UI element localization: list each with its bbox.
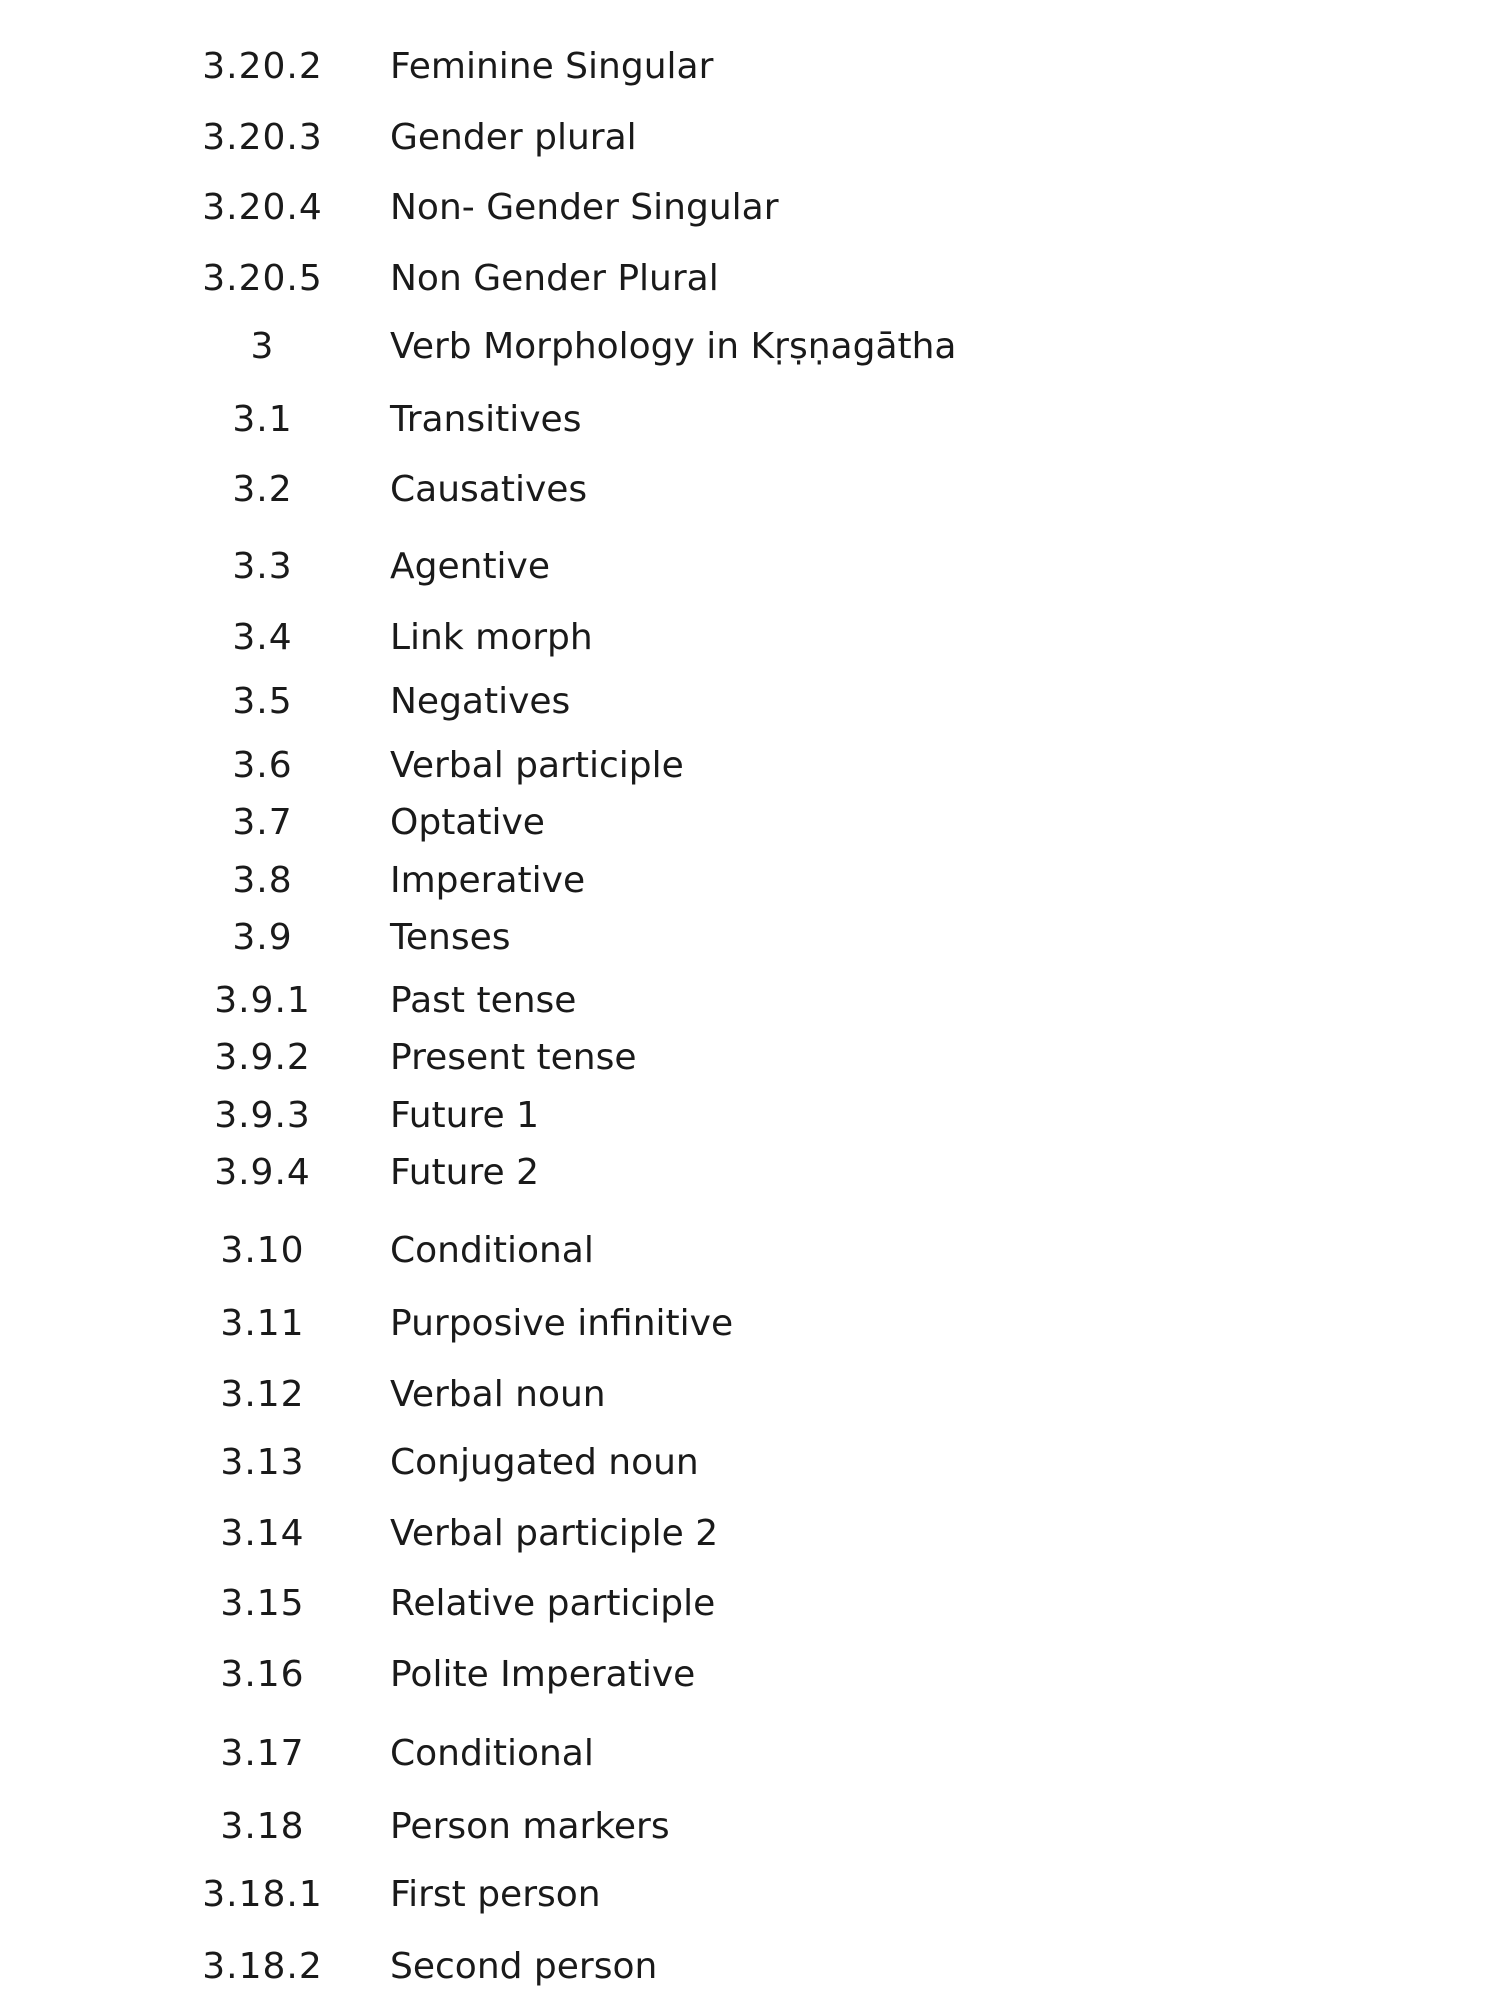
section-title: First person (390, 1874, 601, 1915)
section-number: 3.3 (232, 546, 293, 587)
section-number: 3.1 (232, 399, 293, 440)
section-title: Imperative (390, 860, 586, 901)
section-number: 3.7 (232, 802, 293, 843)
section-number: 3.9.2 (214, 1037, 311, 1078)
section-number: 3.9.1 (214, 980, 311, 1021)
section-title: Agentive (390, 546, 551, 587)
section-number: 3.20.2 (202, 46, 323, 87)
toc-entry (0, 1504, 1500, 1564)
toc-entry (0, 1645, 1500, 1705)
section-title: Tenses (390, 917, 511, 958)
section-number: 3.11 (220, 1303, 305, 1344)
section-title: Verbal noun (390, 1374, 606, 1415)
toc-entry (0, 1086, 1500, 1146)
section-number: 3 (250, 326, 275, 367)
section-number: 3.9.4 (214, 1152, 311, 1193)
section-number: 3.20.3 (202, 117, 323, 158)
section-number: 3.16 (220, 1654, 305, 1695)
toc-entry (0, 1365, 1500, 1425)
section-title: Conditional (390, 1733, 594, 1774)
section-number: 3.4 (232, 617, 293, 658)
toc-entry (0, 672, 1500, 732)
section-number: 3.13 (220, 1442, 305, 1483)
section-title: Past tense (390, 980, 577, 1021)
section-title: Gender plural (390, 117, 637, 158)
section-number: 3.15 (220, 1583, 305, 1624)
toc-entry (0, 971, 1500, 1031)
section-title: Person markers (390, 1806, 670, 1847)
section-number: 3.2 (232, 469, 293, 510)
section-title: Negatives (390, 681, 571, 722)
section-title: Feminine Singular (390, 46, 714, 87)
section-title: Link morph (390, 617, 593, 658)
section-title: Present tense (390, 1037, 637, 1078)
section-number: 3.20.5 (202, 258, 323, 299)
section-number: 3.18.2 (202, 1946, 323, 1987)
section-number: 3.6 (232, 745, 293, 786)
toc-entry (0, 178, 1500, 238)
toc-entry (0, 793, 1500, 853)
section-title: Transitives (390, 399, 582, 440)
toc-entry (0, 537, 1500, 597)
section-number: 3.8 (232, 860, 293, 901)
section-number: 3.17 (220, 1733, 305, 1774)
section-title: Relative participle (390, 1583, 716, 1624)
section-number: 3.5 (232, 681, 293, 722)
toc-entry (0, 37, 1500, 97)
section-number: 3.9.3 (214, 1095, 311, 1136)
section-number: 3.20.4 (202, 187, 323, 228)
section-title: Polite Imperative (390, 1654, 696, 1695)
section-number: 3.10 (220, 1230, 305, 1271)
toc-entry (0, 1574, 1500, 1634)
toc-entry (0, 1028, 1500, 1088)
toc-entry (0, 1221, 1500, 1281)
toc-entry (0, 608, 1500, 668)
toc-entry (0, 851, 1500, 911)
section-number: 3.9 (232, 917, 293, 958)
section-title: Purposive infinitive (390, 1303, 734, 1344)
toc-entry (0, 1143, 1500, 1203)
toc-entry (0, 1294, 1500, 1354)
section-title: Verbal participle 2 (390, 1513, 719, 1554)
toc-entry (0, 736, 1500, 796)
section-number: 3.14 (220, 1513, 305, 1554)
section-title: Verbal participle (390, 745, 684, 786)
section-title: Conjugated noun (390, 1442, 699, 1483)
toc-entry (0, 1433, 1500, 1493)
section-title: Future 2 (390, 1152, 539, 1193)
section-number: 3.18 (220, 1806, 305, 1847)
section-number: 3.12 (220, 1374, 305, 1415)
section-title: Conditional (390, 1230, 594, 1271)
toc-entry (0, 908, 1500, 968)
toc-entry (0, 460, 1500, 520)
toc-entry (0, 1724, 1500, 1784)
toc-entry (0, 317, 1500, 377)
section-title: Verb Morphology in Kṛṣṇagātha (390, 326, 957, 367)
section-title: Optative (390, 802, 545, 843)
toc-entry (0, 1865, 1500, 1925)
toc-entry (0, 108, 1500, 168)
toc-entry (0, 249, 1500, 309)
section-title: Non- Gender Singular (390, 187, 779, 228)
toc-entry (0, 1797, 1500, 1857)
section-title: Future 1 (390, 1095, 539, 1136)
section-title: Non Gender Plural (390, 258, 719, 299)
section-number: 3.18.1 (202, 1874, 323, 1915)
section-title: Second person (390, 1946, 658, 1987)
toc-entry (0, 1937, 1500, 1997)
section-title: Causatives (390, 469, 588, 510)
toc-entry (0, 390, 1500, 450)
